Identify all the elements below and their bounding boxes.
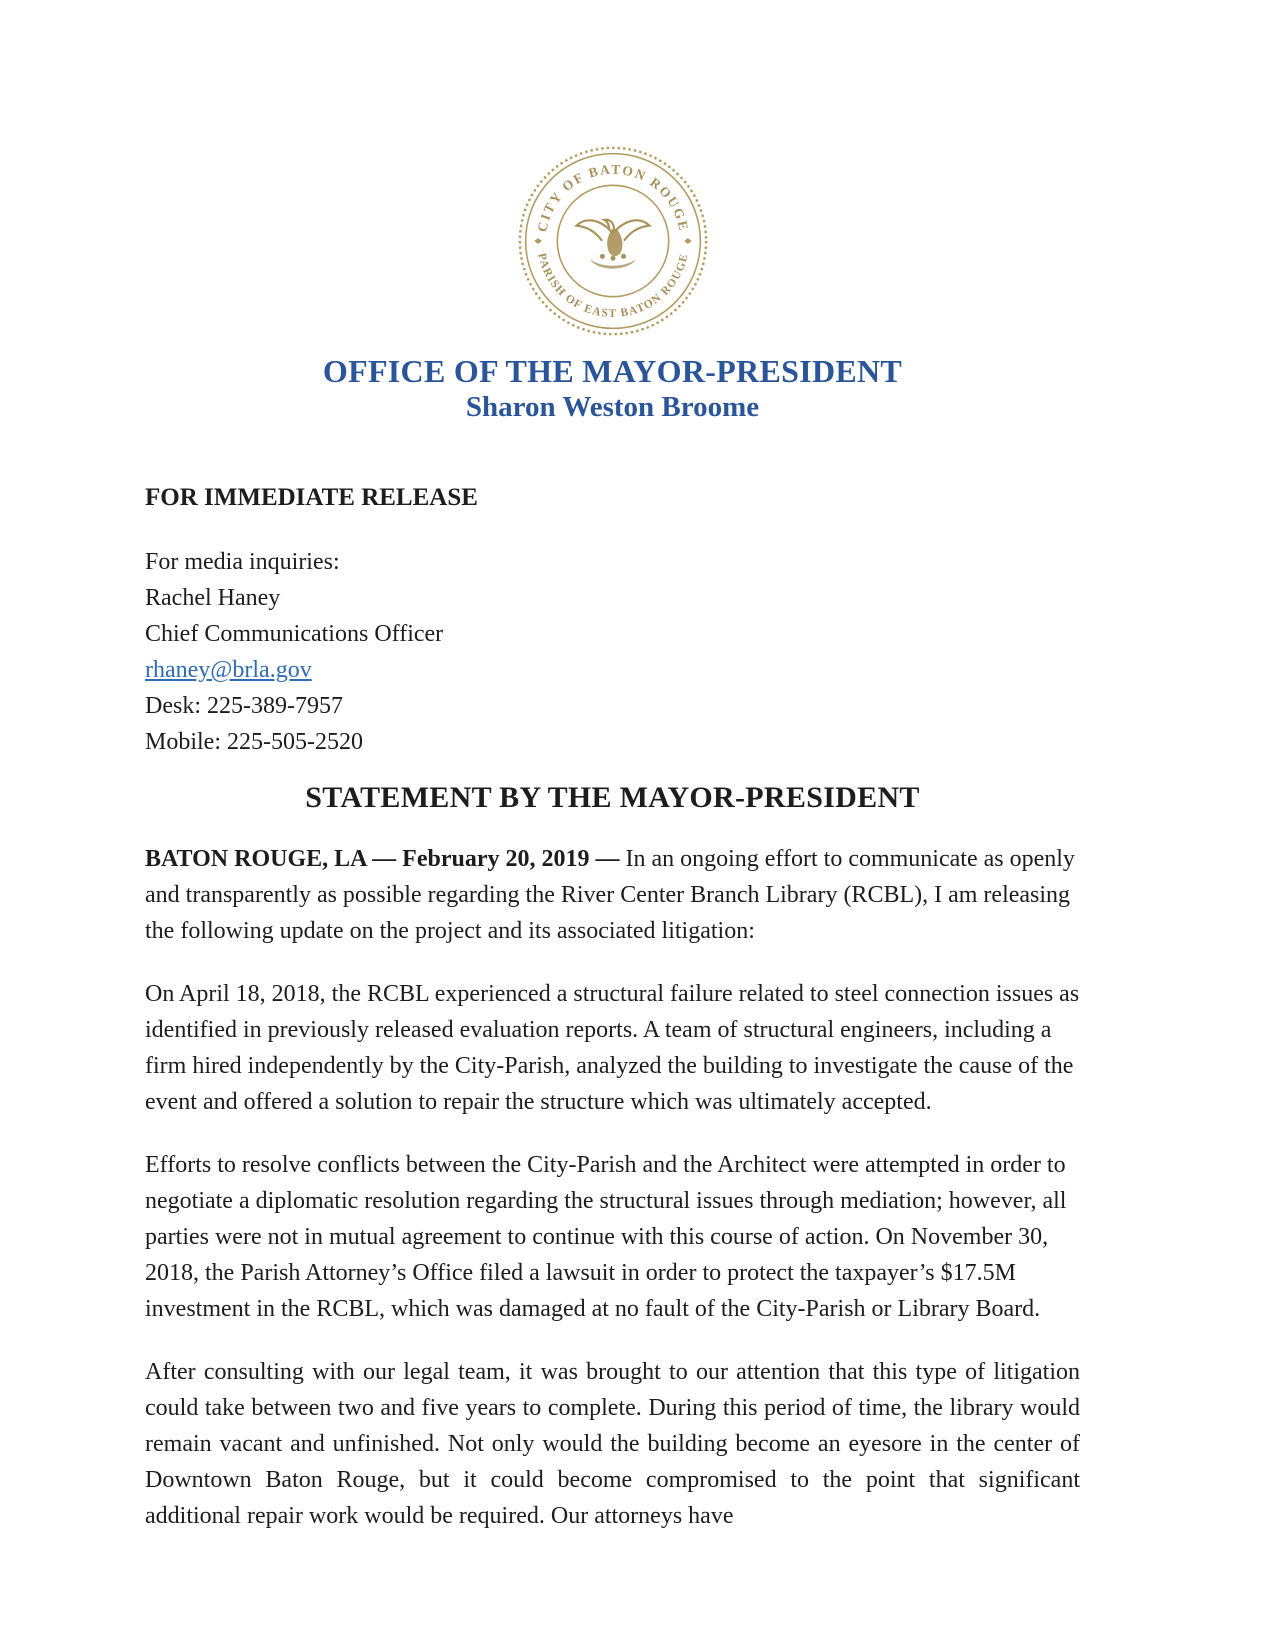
seal-bottom-text: PARISH OF EAST BATON ROUGE (534, 251, 691, 320)
contact-title: Chief Communications Officer (145, 621, 444, 647)
statement-body (145, 841, 1080, 1534)
contact-email-link[interactable]: rhaney@brla.gov (145, 657, 312, 683)
document-content (145, 0, 1080, 1534)
media-inquiries-label: For media inquiries: (145, 549, 340, 575)
mayor-name: Sharon Weston Broome (465, 391, 760, 423)
statement-paragraph-2: Efforts to resolve conflicts between the City-Parish and the Architect were attempted in order to negotiate a diplomatic resolution regarding the structural issues through mediation; however, all parties were not in mutual agreement to continue with this course of action. On November 30, 2018, the Parish Attorney’s Office filed a lawsuit in order to protect the taxpayer’s $17.5M investment in the RCBL, which was damaged at no fault of the City-Parish or Library Board. (145, 1151, 1067, 1322)
statement-dateline: BATON ROUGE, LA — February 20, 2019 — (145, 845, 620, 872)
seal-container (145, 145, 1080, 342)
seal-pelican-icon (576, 220, 649, 269)
contact-mobile-phone: Mobile: 225-505-2520 (145, 729, 363, 755)
statement-paragraph-intro (145, 841, 1080, 949)
statement-paragraph-1: On April 18, 2018, the RCBL experienced a structural failure related to steel connection issues as identified in previously released evaluation reports. A team of structural engineers, including a firm hired independently by the City-Parish, analyzed the building to investigate the cause of the event and offered a solution to repair the structure which was ultimately accepted. (145, 980, 1080, 1115)
contact-name: Rachel Haney (145, 585, 281, 611)
seal-right-star (684, 238, 692, 244)
statement-paragraph-3: After consulting with our legal team, it was brought to our attention that this type of litigation could take between two and five years to complete. During this period of time, the library would remain vacant and unfinished. Not only would the building become an eyesore in the center of Downtown Baton Rouge, but it could become compromised to the point that significant additional repair work would be required. Our attorneys have (145, 1358, 1080, 1529)
media-contact-block (145, 544, 1080, 760)
city-seal (517, 145, 709, 337)
contact-desk-phone: Desk: 225-389-7957 (145, 693, 343, 719)
statement-title: STATEMENT BY THE MAYOR-PRESIDENT (305, 781, 920, 814)
release-banner: FOR IMMEDIATE RELEASE (145, 484, 478, 511)
seal-top-text: CITY OF BATON ROUGE (533, 161, 692, 234)
statement-intro: In an ongoing effort to communicate as openly and transparently as possible regarding the River Center Branch Library (RCBL), I am releasing the following update on the project and its associated litigation: (145, 845, 1075, 944)
office-title: OFFICE OF THE MAYOR-PRESIDENT (322, 353, 903, 389)
seal-left-star (534, 238, 542, 244)
